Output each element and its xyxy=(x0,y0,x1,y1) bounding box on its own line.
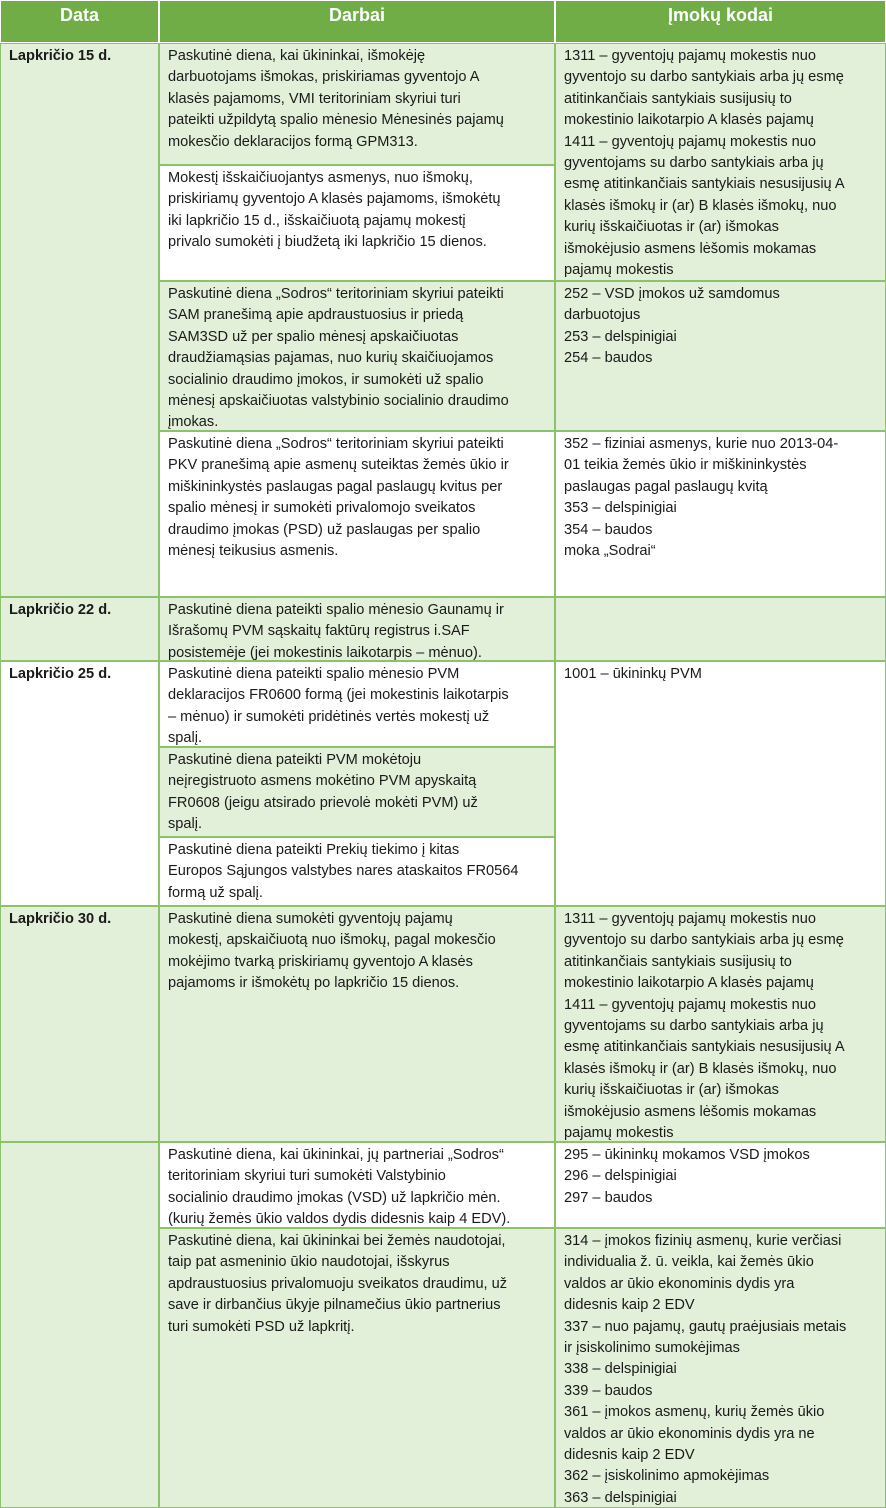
codes-cell: 1311 – gyventojų pajamų mokestis nuo gyventojo su darbo santykiais arba jų esmę atitinkančiais santykiais susijusių to mokestinio laikotarpio A klasės pajamų 1411 – gyventojų pajamų mokestis nuo gyventojams su darbo santykiais arba jų esmę atitinkančiais santykiais nesusijusių A klasės išmokų ir (ar) B klasės išmokų, nuo kurių išskaičiuotas ir (ar) išmokas išmokėjusio asmens lėšomis mokamas pajamų mokestis xyxy=(555,43,886,281)
date-cell-15: Lapkričio 15 d. xyxy=(0,43,159,597)
work-cell: Paskutinė diena pateikti spalio mėnesio Gaunamų ir Išrašomų PVM sąskaitų faktūrų registrus i.SAF posistemėje (jei mokestinis laikotarpis – mėnuo). xyxy=(159,597,555,661)
header-data: Data xyxy=(0,0,159,43)
work-cell: Paskutinė diena „Sodros“ teritoriniam skyriui pateikti SAM pranešimą apie apdraustuosius ir priedą SAM3SD už per spalio mėnesį apskaičiuotas draudžiamąsias pajamas, nuo kurių skaičiuojamos socialinio draudimo įmokos, ir sumokėti už spalio mėnesį apskaičiuotas valstybinio socialinio draudimo įmokas. xyxy=(159,281,555,431)
codes-cell: 314 – įmokos fizinių asmenų, kurie verčiasi individualia ž. ū. veikla, kai žemės ūkio valdos ar ūkio ekonominis dydis yra didesnis kaip 2 EDV 337 – nuo pajamų, gautų praėjusiais metais ir įsiskolinimo sumokėjimas 338 – delspinigiai 339 – baudos 361 – įmokos asmenų, kurių žemės ūkio valdos ar ūkio ekonominis dydis yra ne didesnis kaip 2 EDV 362 – įsiskolinimo apmokėjimas 363 – delspinigiai xyxy=(555,1228,886,1508)
header-darbai: Darbai xyxy=(159,0,555,43)
work-cell: Paskutinė diena sumokėti gyventojų pajamų mokestį, apskaičiuotą nuo išmokų, pagal mokesčio mokėjimo tvarką priskiriamų gyventojo A klasės pajamoms ir išmokėtų po lapkričio 15 dienos. xyxy=(159,906,555,1142)
header-imoku-kodai: Įmokų kodai xyxy=(555,0,886,43)
work-cell: Paskutinė diena, kai ūkininkai, išmokėję darbuotojams išmokas, priskiriamas gyventojo A klasės pajamoms, VMI teritoriniam skyriui turi pateikti užpildytą spalio mėnesio Mėnesinės pajamų mokesčio deklaracijos formą GPM313. xyxy=(159,43,555,165)
work-cell: Paskutinė diena „Sodros“ teritoriniam skyriui pateikti PKV pranešimą apie asmenų suteiktas žemės ūkio ir miškininkystės paslaugas pagal paslaugų kvitus per spalio mėnesį ir sumokėti privalomojo sveikatos draudimo įmokas (PSD) už paslaugas per spalio mėnesį teikusius asmenis. xyxy=(159,431,555,597)
date-cell-25: Lapkričio 25 d. xyxy=(0,661,159,906)
work-cell: Paskutinė diena pateikti spalio mėnesio PVM deklaracijos FR0600 formą (jei mokestinis laikotarpis – mėnuo) ir sumokėti pridėtinės vertės mokestį už spalį. xyxy=(159,661,555,747)
date-cell-30: Lapkričio 30 d. xyxy=(0,906,159,1142)
codes-cell: 352 – fiziniai asmenys, kurie nuo 2013-04- 01 teikia žemės ūkio ir miškininkystės paslaugas pagal paslaugų kvitą 353 – delspinigiai 354 – baudos moka „Sodrai“ xyxy=(555,431,886,597)
codes-cell-empty xyxy=(555,597,886,661)
work-cell: Paskutinė diena, kai ūkininkai, jų partneriai „Sodros“ teritoriniam skyriui turi sumokėti Valstybinio socialinio draudimo įmokas (VSD) už lapkričio mėn. (kurių žemės ūkio valdos dydis didesnis kaip 4 EDV). xyxy=(159,1142,555,1228)
work-cell: Paskutinė diena pateikti PVM mokėtoju neįregistruoto asmens mokėtino PVM apyskaitą FR0608 (jeigu atsirado prievolė mokėti PVM) už spalį. xyxy=(159,747,555,837)
date-cell-empty xyxy=(0,1142,159,1508)
codes-cell: 1001 – ūkininkų PVM xyxy=(555,661,886,906)
work-cell: Mokestį išskaičiuojantys asmenys, nuo išmokų, priskiriamų gyventojo A klasės pajamoms, išmokėtų iki lapkričio 15 d., išskaičiuotą pajamų mokestį privalo sumokėti į biudžetą iki lapkričio 15 dienos. xyxy=(159,165,555,281)
codes-cell: 295 – ūkininkų mokamos VSD įmokos 296 – delspinigiai 297 – baudos xyxy=(555,1142,886,1228)
work-cell: Paskutinė diena pateikti Prekių tiekimo į kitas Europos Sąjungos valstybes nares ataskaitos FR0564 formą už spalį. xyxy=(159,837,555,906)
work-cell: Paskutinė diena, kai ūkininkai bei žemės naudotojai, taip pat asmeninio ūkio naudotojai, išskyrus apdraustuosius privalomuoju sveikatos draudimu, už save ir dirbančius ūkyje pilnamečius ūkio partnerius turi sumokėti PSD už lapkritį. xyxy=(159,1228,555,1508)
codes-cell: 252 – VSD įmokos už samdomus darbuotojus 253 – delspinigiai 254 – baudos xyxy=(555,281,886,431)
codes-cell: 1311 – gyventojų pajamų mokestis nuo gyventojo su darbo santykiais arba jų esmę atitinkančiais santykiais susijusių to mokestinio laikotarpio A klasės pajamų 1411 – gyventojų pajamų mokestis nuo gyventojams su darbo santykiais arba jų esmę atitinkančiais santykiais nesusijusių A klasės išmokų ir (ar) B klasės išmokų, nuo kurių išskaičiuotas ir (ar) išmokas išmokėjusio asmens lėšomis mokamas pajamų mokestis xyxy=(555,906,886,1142)
date-cell-22: Lapkričio 22 d. xyxy=(0,597,159,661)
